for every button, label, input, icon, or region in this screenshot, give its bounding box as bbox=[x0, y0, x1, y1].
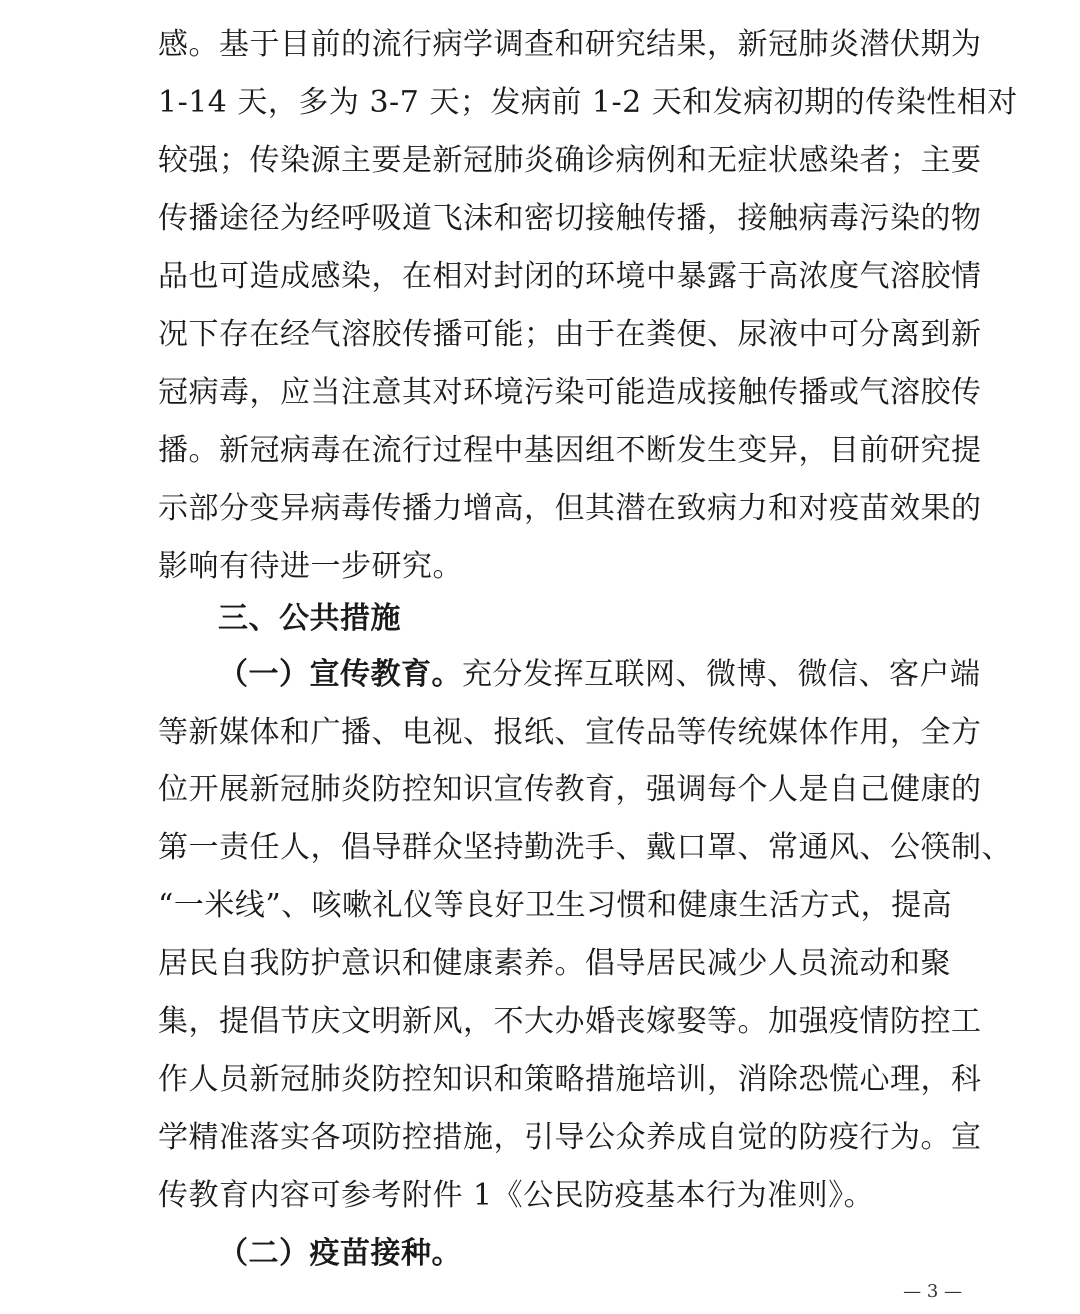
subsection-title: （一）宣传教育。 bbox=[218, 657, 462, 692]
page-number: — 3 — bbox=[903, 1281, 962, 1302]
paragraph-line: 居民自我防护意识和健康素养。倡导居民减少人员流动和聚 bbox=[158, 946, 951, 981]
paragraph-line: 感。基于目前的流行病学调查和研究结果，新冠肺炎潜伏期为 bbox=[158, 27, 982, 62]
paragraph-line: 示部分变异病毒传播力增高，但其潜在致病力和对疫苗效果的 bbox=[158, 491, 982, 526]
paragraph-line: 况下存在经气溶胶传播可能；由于在粪便、尿液中可分离到新 bbox=[158, 317, 982, 352]
subsection-first-line bbox=[218, 655, 981, 695]
subsection-first-line-text: 充分发挥互联网、微博、微信、客户端 bbox=[462, 657, 981, 692]
paragraph-line: 传播途径为经呼吸道飞沫和密切接触传播，接触病毒污染的物 bbox=[158, 201, 982, 236]
paragraph-line: 1-14 天，多为 3-7 天；发病前 1-2 天和发病初期的传染性相对 bbox=[158, 85, 1018, 120]
paragraph-line: 集，提倡节庆文明新风，不大办婚丧嫁娶等。加强疫情防控工 bbox=[158, 1004, 982, 1039]
subsection-title bbox=[218, 1234, 938, 1274]
paragraph-line: 影响有待进一步研究。 bbox=[158, 549, 463, 584]
section-heading: 三、公共措施 bbox=[218, 601, 401, 636]
subsection-2-title: （二）疫苗接种。 bbox=[218, 1236, 462, 1271]
paragraph-line: 等新媒体和广播、电视、报纸、宣传品等传统媒体作用，全方 bbox=[158, 715, 982, 750]
paragraph-line: 较强；传染源主要是新冠肺炎确诊病例和无症状感染者；主要 bbox=[158, 143, 982, 178]
paragraph-line: 学精准落实各项防控措施，引导公众养成自觉的防疫行为。宣 bbox=[158, 1120, 982, 1155]
paragraph-line: 作人员新冠肺炎防控知识和策略措施培训，消除恐慌心理，科 bbox=[158, 1062, 982, 1097]
paragraph-line: 第一责任人，倡导群众坚持勤洗手、戴口罩、常通风、公筷制、 bbox=[158, 830, 1012, 865]
paragraph-line: 传教育内容可参考附件 1《公民防疫基本行为准则》。 bbox=[158, 1178, 875, 1213]
paragraph-line: 位开展新冠肺炎防控知识宣传教育，强调每个人是自己健康的 bbox=[158, 772, 982, 807]
paragraph-line: “一米线”、咳嗽礼仪等良好卫生习惯和健康生活方式，提高 bbox=[158, 888, 953, 923]
paragraph-line: 播。新冠病毒在流行过程中基因组不断发生变异，目前研究提 bbox=[158, 433, 982, 468]
paragraph-line: 冠病毒，应当注意其对环境污染可能造成接触传播或气溶胶传 bbox=[158, 375, 982, 410]
paragraph-line: 品也可造成感染，在相对封闭的环境中暴露于高浓度气溶胶情 bbox=[158, 259, 982, 294]
